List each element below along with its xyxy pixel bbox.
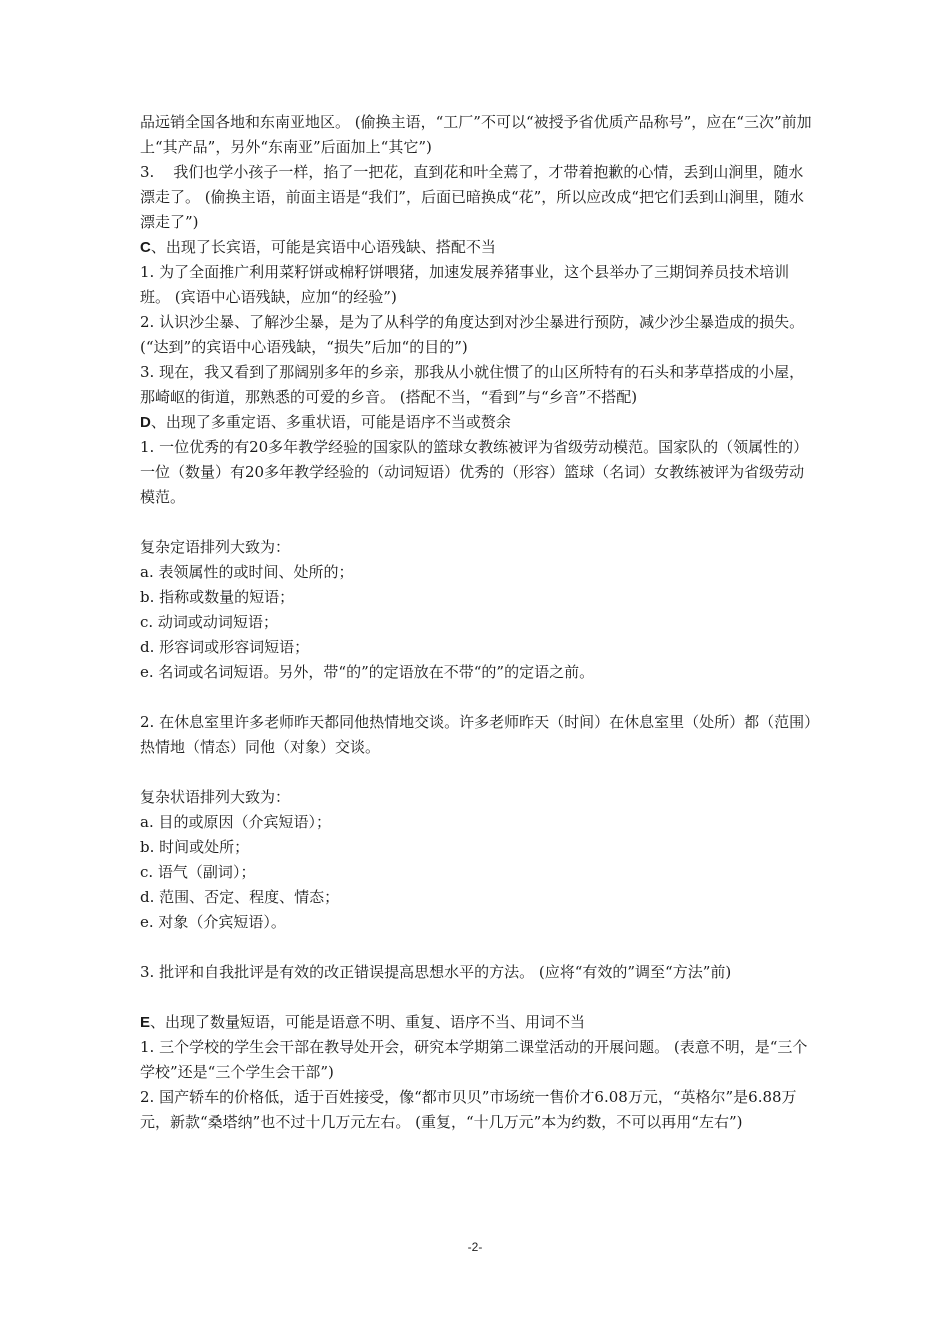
blank-line: [140, 760, 816, 785]
adverbial-order-c: c. 语气（副词）；: [140, 863, 256, 881]
section-d-title: 、出现了多重定语、多重状语，可能是语序不当或赘余: [150, 413, 511, 431]
attribute-order-c: c. 动词或动词短语；: [140, 613, 278, 631]
section-d-heading: [140, 410, 816, 435]
blank-line: [140, 685, 816, 710]
section-c-item-1: 1. 为了全面推广利用菜籽饼或棉籽饼喂猪，加速发展养猪事业，这个县举办了三期饲养员技术培训班。 (宾语中心语残缺，应加“的经验”): [140, 263, 790, 306]
page-number: -2-: [467, 1240, 483, 1254]
adverbial-order-d: d. 范围、否定、程度、情态；: [140, 888, 340, 906]
section-e-letter: E: [140, 1014, 151, 1031]
paragraph-example-3: 3. 我们也学小孩子一样，掐了一把花，直到花和叶全蔫了，才带着抱歉的心情，丢到山涧里，随水漂走了。 (偷换主语，前面主语是“我们”，后面已暗换成“花”，所以应改成“把它们丢到山涧里，随水漂走了”): [140, 163, 804, 231]
attribute-order-a: a. 表领属性的或时间、处所的；: [140, 563, 354, 581]
section-d-item-2: 2. 在休息室里许多老师昨天都同他热情地交谈。许多老师昨天（时间）在休息室里（处所）都（范围）热情地（情态）同他（对象）交谈。: [140, 713, 812, 756]
section-e-heading: [140, 1010, 816, 1035]
paragraph-continued: 品远销全国各地和东南亚地区。 (偷换主语，“工厂”不可以“被授予省优质产品称号”，应在“三次”前加上“其产品”，另外“东南亚”后面加上“其它”): [140, 113, 812, 156]
adverbial-order-e: e. 对象（介宾短语）。: [140, 913, 286, 931]
document-body: [140, 110, 816, 1135]
section-e-item-2: 2. 国产轿车的价格低，适于百姓接受，像“都市贝贝”市场统一售价才6.08万元，“英格尔”是6.88万元，新款“桑塔纳”也不过十几万元左右。 (重复，“十几万元”本为约数，不可以再用“左右”): [140, 1088, 797, 1131]
section-d-letter: D: [140, 414, 151, 431]
attribute-order-d: d. 形容词或形容词短语；: [140, 638, 310, 656]
attribute-order-b: b. 指称或数量的短语；: [140, 588, 295, 606]
blank-line: [140, 985, 816, 1010]
section-c-title: 、出现了长宾语，可能是宾语中心语残缺、搭配不当: [150, 238, 496, 256]
attribute-order-e: e. 名词或名词短语。另外，带“的”的定语放在不带“的”的定语之前。: [140, 663, 595, 681]
adverbial-order-title: 复杂状语排列大致为：: [140, 788, 291, 806]
section-d-item-3: 3. 批评和自我批评是有效的改正错误提高思想水平的方法。 (应将“有效的”调至“方法”前): [140, 963, 732, 981]
attribute-order-title: 复杂定语排列大致为：: [140, 538, 291, 556]
blank-line: [140, 935, 816, 960]
adverbial-order-b: b. 时间或处所；: [140, 838, 250, 856]
section-e-item-1: 1. 三个学校的学生会干部在教导处开会，研究本学期第二课堂活动的开展问题。 (表意不明，是“三个学校”还是“三个学生会干部”): [140, 1038, 808, 1081]
adverbial-order-a: a. 目的或原因（介宾短语）；: [140, 813, 331, 831]
section-c-item-2: 2. 认识沙尘暴、了解沙尘暴，是为了从科学的角度达到对沙尘暴进行预防，减少沙尘暴造成的损失。 (“达到”的宾语中心语残缺，“损失”后加“的目的”): [140, 313, 809, 356]
section-c-heading: [140, 235, 816, 260]
section-e-title: 、出现了数量短语，可能是语意不明、重复、语序不当、用词不当: [150, 1013, 586, 1031]
blank-line: [140, 510, 816, 535]
section-d-item-1: 1. 一位优秀的有20多年教学经验的国家队的篮球女教练被评为省级劳动模范。国家队的（领属性的）一位（数量）有20多年教学经验的（动词短语）优秀的（形容）篮球（名词）女教练被评为省级劳动模范。: [140, 438, 809, 506]
section-c-letter: C: [140, 239, 151, 256]
section-c-item-3: 3. 现在，我又看到了那阔别多年的乡亲，那我从小就住惯了的山区所特有的石头和茅草搭成的小屋，那崎岖的街道，那熟悉的可爱的乡音。 (搭配不当，“看到”与“乡音”不搭配): [140, 363, 805, 406]
